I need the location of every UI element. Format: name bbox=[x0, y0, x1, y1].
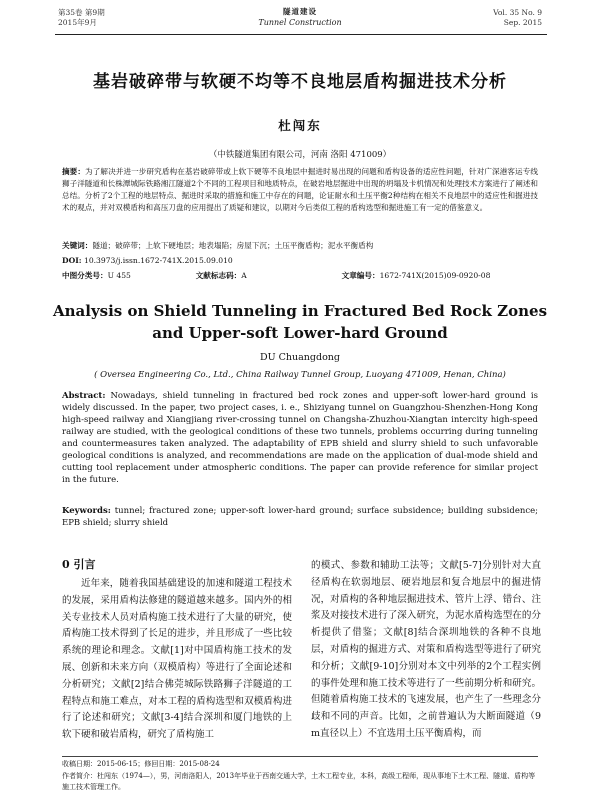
classification-row bbox=[62, 270, 538, 281]
abstract-cn bbox=[62, 166, 538, 214]
affiliation-cn: （中铁隧道集团有限公司，河南 洛阳 471009） bbox=[208, 150, 392, 160]
doi-value: 10.3973/j.issn.1672-741X.2015.09.010 bbox=[83, 256, 233, 265]
section-heading-introduction: 0 引言 bbox=[62, 558, 96, 571]
article-no-value: 1672-741X(2015)09-0920-08 bbox=[379, 271, 491, 280]
doi-label: DOI: bbox=[62, 256, 82, 265]
abstract-en bbox=[62, 390, 538, 486]
paper-title-en bbox=[0, 300, 600, 344]
journal-volume-info-en bbox=[493, 8, 542, 28]
footnote-author-bio: 作者简介：杜闯东（1974—），男，河南洛阳人，2013年毕业于西南交通大学，土木工程专业，本科，高级工程师，现从事地下土木工程、隧道、盾构等施工技术管理工作。 bbox=[62, 772, 536, 791]
clc-value: U 455 bbox=[107, 271, 131, 280]
doc-code-label: 文献标志码： bbox=[195, 271, 242, 280]
keywords-en-label: Keywords: bbox=[62, 506, 111, 516]
paper-title-cn: 基岩破碎带与软硬不均等不良地层盾构掘进技术分析 bbox=[93, 72, 507, 92]
abstract-en-label: Abstract: bbox=[62, 391, 106, 401]
volume-issue-en: Vol. 35 No. 9 bbox=[493, 8, 542, 17]
affiliation-en: ( Oversea Engineering Co., Ltd., China Railway Tunnel Group, Luoyang 471009, Henan, China) bbox=[94, 370, 506, 380]
doc-code-value: A bbox=[241, 271, 247, 280]
keywords-cn bbox=[62, 240, 538, 252]
journal-name-cn: 隧道建设 bbox=[283, 7, 317, 16]
journal-name-en: Tunnel Construction bbox=[258, 18, 342, 27]
keywords-en-text: tunnel; fractured zone; upper-soft lower-hard ground; surface subsidence; building subsidence; EPB shield; slurry shield bbox=[62, 506, 539, 528]
doi bbox=[62, 255, 538, 267]
author-en: DU Chuangdong bbox=[259, 352, 340, 363]
abstract-en-text: Nowadays, shield tunneling in fractured bed rock zones and upper-soft lower-hard ground is widely discussed. In the paper, two project cases, i. e., Shiziyang tunnel on Guangzhou-Shenzhen-Hong Kong high-speed railway and Xiangjiang river-crossing tunnel on Changsha-Zhuzhou-Xiangtan intercity high-speed railway are studied, with the geological conditions of these two tunnels, problems occurring during tunneling and countermeasures taken analyzed. The adaptability of EPB shield and slurry shield to such unfavorable geological conditions is analyzed, and recommendations are made on the application of dual-mode shield and cutting tool replacement under atmospheric conditions. The paper can provide reference for similar project in the future. bbox=[62, 391, 538, 485]
author-cn: 杜闯东 bbox=[278, 118, 322, 133]
paper-title-en-line2: and Upper-soft Lower-hard Ground bbox=[152, 324, 448, 342]
abstract-cn-label: 摘要： bbox=[62, 167, 86, 176]
body-column-left: 近年来，随着我国基础建设的加速和隧道工程技术的发展，采用盾构法修建的隧道越来越多。国内外的相关专业技术人员对盾构施工技术进行了大量的研究，使盾构施工技术得到了长足的进步，并且形成了一些比较系统的理论和理念。文献[1]对中国盾构施工技术的发展、创新和未来方向（双模盾构）等进行了全面论述和分析研究；文献[2]结合佛莞城际铁路狮子洋隧道的工程特点和施工难点，对本工程的盾构选型和双模盾构进行了论述和研究；文献[3-4]结合深圳和厦门地铁的上软下硬和破岩盾构，研究了盾构施工 bbox=[62, 578, 292, 741]
issue-date-en: Sep. 2015 bbox=[503, 18, 542, 27]
clc-label: 中图分类号： bbox=[62, 271, 108, 280]
footnote-dates: 收稿日期：2015-06-15；修回日期：2015-08-24 bbox=[62, 760, 220, 768]
keywords-cn-text: 隧道；破碎带；上软下硬地层；地表塌陷；房屋下沉；土压平衡盾构；泥水平衡盾构 bbox=[92, 241, 374, 250]
article-no-label: 文章编号： bbox=[341, 271, 380, 280]
keywords-en bbox=[62, 505, 538, 529]
footnote-divider bbox=[62, 756, 538, 757]
header-divider bbox=[55, 34, 547, 35]
keywords-cn-label: 关键词： bbox=[62, 241, 93, 250]
issue-date: 2015年9月 bbox=[58, 18, 97, 27]
volume-issue: 第35卷 第9期 bbox=[58, 8, 105, 17]
paper-title-en-line1: Analysis on Shield Tunneling in Fractured Bed Rock Zones bbox=[52, 302, 548, 320]
body-column-right: 的模式、参数和辅助工法等；文献[5-7]分别针对大直径盾构在软弱地层、硬岩地层和复合地层中的掘进情况，对盾构的各种地层掘进技术、管片上浮、错台、注浆及对接技术进行了深入研究，为泥水盾构选型在的分析提供了借鉴；文献[8]结合深圳地铁的各种不良地层，对盾构的掘进方式、对策和盾构选型等进行了研究和分析；文献[9-10]分别对本文中列举的2个工程实例的事件处理和施工技术等进行了一些前期分析和研究。但随着盾构施工技术的飞速发展，也产生了一些理念分歧和不同的声音。比如，之前普遍认为大断面隧道（9 m直径以上）不宜选用土压平衡盾构，而 bbox=[311, 560, 541, 739]
abstract-cn-text: 为了解决并进一步研究盾构在基岩破碎带或上软下硬等不良地层中掘进时易出现的问题和盾构设备的适应性问题，针对广深港客运专线狮子洋隧道和长株潭城际铁路湘江隧道2个不同的工程项目和地质特点，在破岩地层掘进中出现的坍塌及卡机情况和处理技术方案进行了阐述和总结。分析了2个工程的地层特点、掘进时采取的措施和施工中存在的问题，论证耐水和土压平衡2种结构在相关不良地层中的适应性和掘进技术的观点，并对双模盾构和高压刀盘的应用提出了质疑和建议，以期对今后类似工程的盾构选型和掘进施工有一定的借鉴意义。 bbox=[62, 167, 539, 212]
